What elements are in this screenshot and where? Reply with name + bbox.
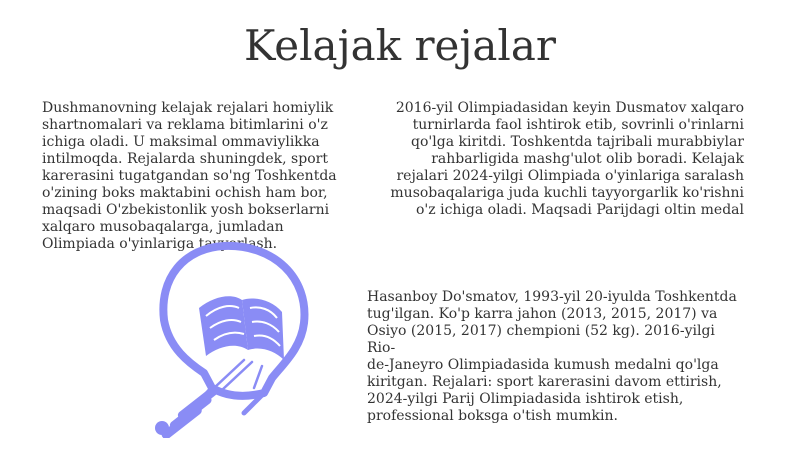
lightbulb-book-icon xyxy=(144,238,314,438)
slide-title: Kelajak rejalar xyxy=(244,21,556,70)
paragraph-olympic-goals: 2016-yil Olimpiadasidan keyin Dusmatov xalqaro turnirlarda faol ishtirok etib, sovrinli o'rinlarni qo'lga kiritdi. Toshkentda tajribali murabbiylar rahbarligida mashg'ulot olib boradi. Kelajak rejalari 2024-yilgi Olimpiada o'yinlariga saralash musobaqalariga juda kuchli tayyorgarlik ko'rishni o'z ichiga oladi. Maqsadi Parijdagi oltin medal xyxy=(390,100,744,218)
paragraph-biography: Hasanboy Do'smatov, 1993-yil 20-iyulda Toshkentda tug'ilgan. Ko'p karra jahon (2013, 2015, 2017) va Osiyo (2015, 2017) chempioni (52 kg). 2016-yilgi Rio- de-Janeyro Olimpiadasida kumush medalni qo'lga kiritgan. Rejalari: sport karerasini davom ettirish, 2024-yilgi Parij Olimpiadasida ishtirok etish, professional boksga o'tish mumkin. xyxy=(367,289,737,424)
paragraph-future-plans: Dushmanovning kelajak rejalari homiylik shartnomalari va reklama bitimlarini o'z ichiga oladi. U maksimal ommaviylikka intilmoqda. Rejalarda shuningdek, sport karerasini tugatgandan so'ng Toshkentda o'zining boks maktabini ochish ham bor, maqsadi O'zbekistonlik yosh bokserlarni xalqaro musobaqalarga, jumladan Olimpiada o'yinlariga tayyorlash. xyxy=(42,100,337,252)
